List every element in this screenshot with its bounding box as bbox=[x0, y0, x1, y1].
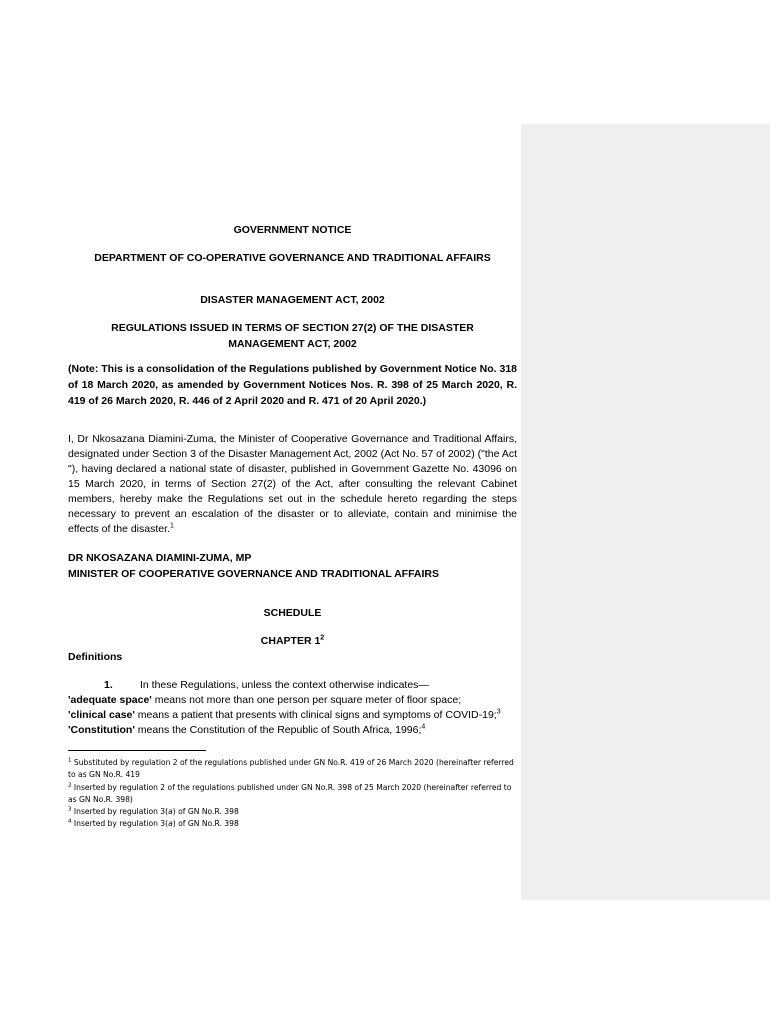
definition-term: 'adequate space' bbox=[68, 694, 152, 706]
department-heading: DEPARTMENT OF CO-OPERATIVE GOVERNANCE AND TRADITIONAL AFFAIRS bbox=[94, 252, 491, 264]
footnote-number: 3 bbox=[68, 806, 72, 813]
consolidation-note: (Note: This is a consolidation of the Regulations published by Government Notice No. 318 of 18 March 2020, as amended by Government Notices Nos. R. 398 of 25 March 2020, R. 419 of 26 March 2020, R. 446 of 2 April 2020 and R. 471 of 20 April 2020.) bbox=[68, 363, 517, 407]
footnote-text-pre: Inserted by regulation 3( bbox=[71, 807, 169, 816]
chapter-heading bbox=[68, 633, 517, 649]
regulation-1-intro bbox=[68, 677, 517, 693]
chapter-title: CHAPTER 1 bbox=[260, 635, 321, 647]
notice-heading: GOVERNMENT NOTICE bbox=[233, 224, 352, 236]
footnote-text-post: ) of GN No.R. 398 bbox=[172, 807, 239, 816]
preamble-text: I, Dr Nkosazana Diamini-Zuma, the Minister of Cooperative Governance and Traditional Affairs, designated under Section 3 of the Disaster Management Act, 2002 (Act No. 57 of 2002) ("the Act "), having declared a national state of disaster, published in Government Gazette No. 43096 on 15 March 2020, in terms of Section 27(2) of the Act, after consulting the relevant Cabinet members, hereby make the Regulations set out in the schedule hereto regarding the steps necessary to prevent an escalation of the disaster or to alleviate, contain and minimise the effects of the disaster. bbox=[68, 433, 517, 535]
definition-item bbox=[68, 707, 517, 723]
footnote-ref-3[interactable]: 3 bbox=[496, 708, 501, 716]
footnote-text-pre: Inserted by regulation 3( bbox=[71, 819, 169, 828]
signatory-name: DR NKOSAZANA DIAMINI-ZUMA, MP bbox=[68, 552, 252, 564]
footnote-number: 2 bbox=[68, 782, 72, 789]
definition-term: 'Constitution' bbox=[68, 724, 135, 736]
definitions-heading: Definitions bbox=[68, 651, 123, 663]
footnote-3 bbox=[68, 806, 517, 818]
footnote-text: Inserted by regulation 2 of the regulations published under GN No.R. 398 of 25 March 2020 (hereinafter referred to as GN No.R. 398) bbox=[68, 783, 512, 804]
footnote-2 bbox=[68, 782, 517, 806]
definition-item bbox=[68, 722, 517, 738]
footnote-italic: a bbox=[168, 819, 173, 828]
footnote-ref-2[interactable]: 2 bbox=[320, 634, 325, 642]
regulation-number: 1. bbox=[104, 679, 113, 691]
preamble-paragraph bbox=[68, 432, 517, 537]
regulation-intro-text: In these Regulations, unless the context otherwise indicates— bbox=[140, 679, 429, 691]
footnote-text-post: ) of GN No.R. 398 bbox=[172, 819, 239, 828]
footnote-1 bbox=[68, 757, 517, 781]
act-heading: DISASTER MANAGEMENT ACT, 2002 bbox=[200, 294, 385, 306]
definition-term: 'clinical case' bbox=[68, 709, 135, 721]
definition-text: means a patient that presents with clinical signs and symptoms of COVID-19; bbox=[134, 709, 497, 721]
schedule-heading: SCHEDULE bbox=[263, 607, 322, 619]
definition-text: means not more than one person per square meter of floor space; bbox=[151, 694, 462, 706]
footnote-ref-1[interactable]: 1 bbox=[169, 522, 174, 530]
signature-block bbox=[68, 550, 517, 582]
regulations-heading-line1: REGULATIONS ISSUED IN TERMS OF SECTION 27(2) OF THE DISASTER bbox=[111, 322, 474, 334]
regulations-heading bbox=[68, 320, 517, 352]
footnote-text: Substituted by regulation 2 of the regulations published under GN No.R. 419 of 26 March 2020 (hereinafter referred to as GN No.R. 419 bbox=[68, 758, 514, 779]
footnote-4 bbox=[68, 818, 517, 830]
footnote-ref-4[interactable]: 4 bbox=[421, 723, 426, 731]
comment-pane bbox=[521, 124, 770, 900]
definition-item bbox=[68, 692, 517, 708]
footnote-separator bbox=[68, 750, 206, 751]
footnote-number: 4 bbox=[68, 818, 72, 825]
regulations-heading-line2: MANAGEMENT ACT, 2002 bbox=[228, 338, 357, 350]
footnote-number: 1 bbox=[68, 757, 72, 764]
definition-text: means the Constitution of the Republic of South Africa, 1996; bbox=[134, 724, 422, 736]
footnote-italic: a bbox=[168, 807, 173, 816]
signatory-title: MINISTER OF COOPERATIVE GOVERNANCE AND TRADITIONAL AFFAIRS bbox=[68, 568, 440, 580]
